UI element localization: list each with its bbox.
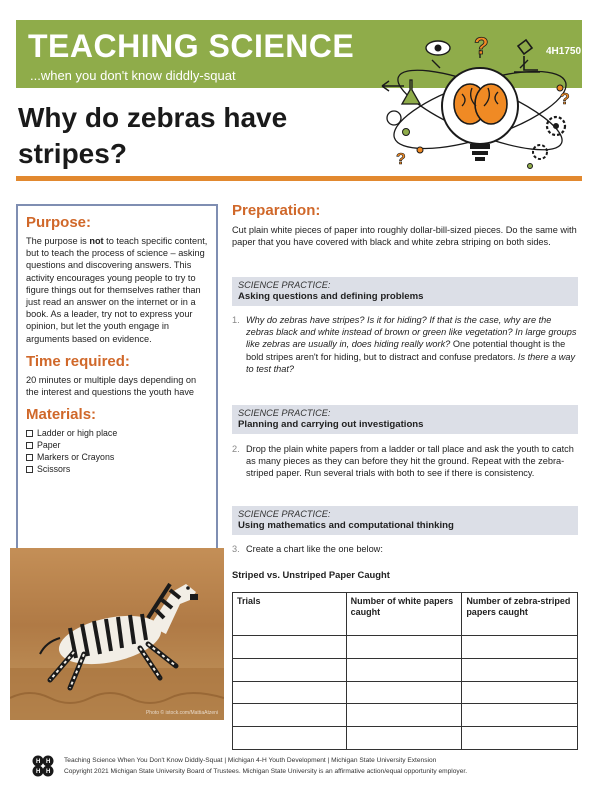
- column-header-trials: Trials: [233, 593, 347, 636]
- table-cell: [462, 658, 578, 681]
- purpose-bold-word: not: [89, 236, 104, 246]
- materials-heading: Materials:: [26, 406, 97, 424]
- footer-credits: Teaching Science When You Don't Know Diddly-Squat | Michigan 4-H Youth Development | Michigan State University Extension: [64, 757, 437, 764]
- table-row: [233, 658, 578, 681]
- trials-table: [232, 592, 578, 750]
- table-header-row: [233, 593, 578, 636]
- material-item: Markers or Crayons: [26, 451, 208, 463]
- zebra-image: [10, 548, 224, 720]
- step-2: [232, 443, 578, 480]
- science-practice-2: [232, 405, 578, 434]
- table-cell: [346, 704, 462, 727]
- table-cell: [233, 704, 347, 727]
- table-row: [233, 704, 578, 727]
- svg-text:?: ?: [396, 151, 406, 168]
- material-item: Ladder or high place: [26, 427, 208, 439]
- table-cell: [233, 658, 347, 681]
- checkbox-icon: [26, 466, 33, 473]
- checkbox-icon: [26, 454, 33, 461]
- science-practice-3: [232, 506, 578, 535]
- page-title: [18, 100, 348, 172]
- table-cell: [346, 658, 462, 681]
- science-brain-illustration: [380, 28, 585, 178]
- photo-credit: Photo © istock.com/MattiaAtzeni: [145, 710, 218, 716]
- table-cell: [346, 727, 462, 750]
- step-text: Why do zebras have stripes? Is it for hiding? If that is the case, why are the zebras black and white instead of brown or green like vegetation? In large groups like zebras are usually in, does hiding really work? One potential thought is the bold stripes aren't for hiding, but to distract and confuse predators. Is there a way to test that?: [246, 315, 577, 374]
- table-cell: [462, 727, 578, 750]
- practice-label: SCIENCE PRACTICE:: [238, 509, 331, 519]
- page-title-line2: stripes?: [18, 138, 127, 169]
- footer-copyright: Copyright 2021 Michigan State University Board of Trustees. Michigan State University is an affirmative action/equal opportunity employer.: [64, 768, 468, 775]
- table-row: [233, 636, 578, 659]
- time-heading: Time required:: [26, 352, 130, 370]
- table-row: [233, 681, 578, 704]
- step-number: 1.: [232, 315, 240, 325]
- svg-text:H: H: [36, 769, 41, 775]
- preparation-text: Cut plain white pieces of paper into roughly dollar-bill-sized pieces. Do the same with paper that you have covered with black and white zebra striping on both sides.: [232, 225, 577, 248]
- page-title-line1: Why do zebras have: [18, 102, 288, 133]
- banner-title: TEACHING SCIENCE: [28, 28, 355, 64]
- science-practice-1: [232, 277, 578, 306]
- materials-list: [26, 427, 208, 475]
- svg-text:H: H: [46, 759, 51, 765]
- header-divider: [16, 176, 582, 181]
- step-number: 2.: [232, 444, 240, 454]
- table-cell: [462, 636, 578, 659]
- svg-text:?: ?: [560, 91, 570, 108]
- table-cell: [233, 727, 347, 750]
- step-1: [232, 314, 578, 375]
- table-cell: [346, 681, 462, 704]
- purpose-text: [26, 235, 208, 345]
- practice-title: Using mathematics and computational thinking: [238, 520, 454, 531]
- checkbox-icon: [26, 430, 33, 437]
- practice-label: SCIENCE PRACTICE:: [238, 408, 331, 418]
- svg-text:H: H: [36, 759, 41, 765]
- step-3: [232, 543, 578, 555]
- step-text: Create a chart like the one below:: [246, 544, 383, 554]
- column-header-white: Number of white papers caught: [346, 593, 462, 636]
- table-cell: [462, 681, 578, 704]
- table-cell: [233, 681, 347, 704]
- column-header-zebra: Number of zebra-striped papers caught: [462, 593, 578, 636]
- svg-text:H: H: [46, 769, 51, 775]
- step-number: 3.: [232, 544, 240, 554]
- purpose-text-end: to teach specific content, but to teach the process of science – asking questions and discovering answers. This activity encourages young people to try to figure things out for themselves rather than just read an answer on the internet or in a book. As a leader, try not to express your opinion, but let the youth engage in arguments based on evidence.: [26, 236, 208, 344]
- checkbox-icon: [26, 442, 33, 449]
- table-cell: [233, 636, 347, 659]
- chart-title: Striped vs. Unstriped Paper Caught: [232, 569, 390, 580]
- banner-subtitle: ...when you don't know diddly-squat: [30, 68, 236, 83]
- table-cell: [346, 636, 462, 659]
- zebra-photo: [10, 548, 224, 720]
- svg-text:?: ?: [474, 33, 489, 60]
- preparation-heading: Preparation:: [232, 202, 321, 219]
- table-row: [233, 727, 578, 750]
- info-sidebar: [16, 204, 218, 552]
- practice-title: Asking questions and defining problems: [238, 291, 424, 302]
- purpose-heading: Purpose:: [26, 214, 92, 231]
- material-item: Paper: [26, 439, 208, 451]
- time-text: 20 minutes or multiple days depending on the interest and questions the youth have: [26, 374, 197, 398]
- purpose-text-start: The purpose is: [26, 236, 90, 246]
- material-item: Scissors: [26, 463, 208, 475]
- 4h-clover-icon: [30, 753, 56, 779]
- publication-code: 4H1750: [546, 46, 582, 57]
- step-text: Drop the plain white papers from a ladder or tall place and ask the youth to catch as many pieces as they can before they hit the ground. Repeat with the zebra-striped paper. Run several trials with both to see if there is consistency.: [246, 444, 574, 479]
- practice-title: Planning and carrying out investigations: [238, 419, 424, 430]
- table-cell: [462, 704, 578, 727]
- practice-label: SCIENCE PRACTICE:: [238, 280, 331, 290]
